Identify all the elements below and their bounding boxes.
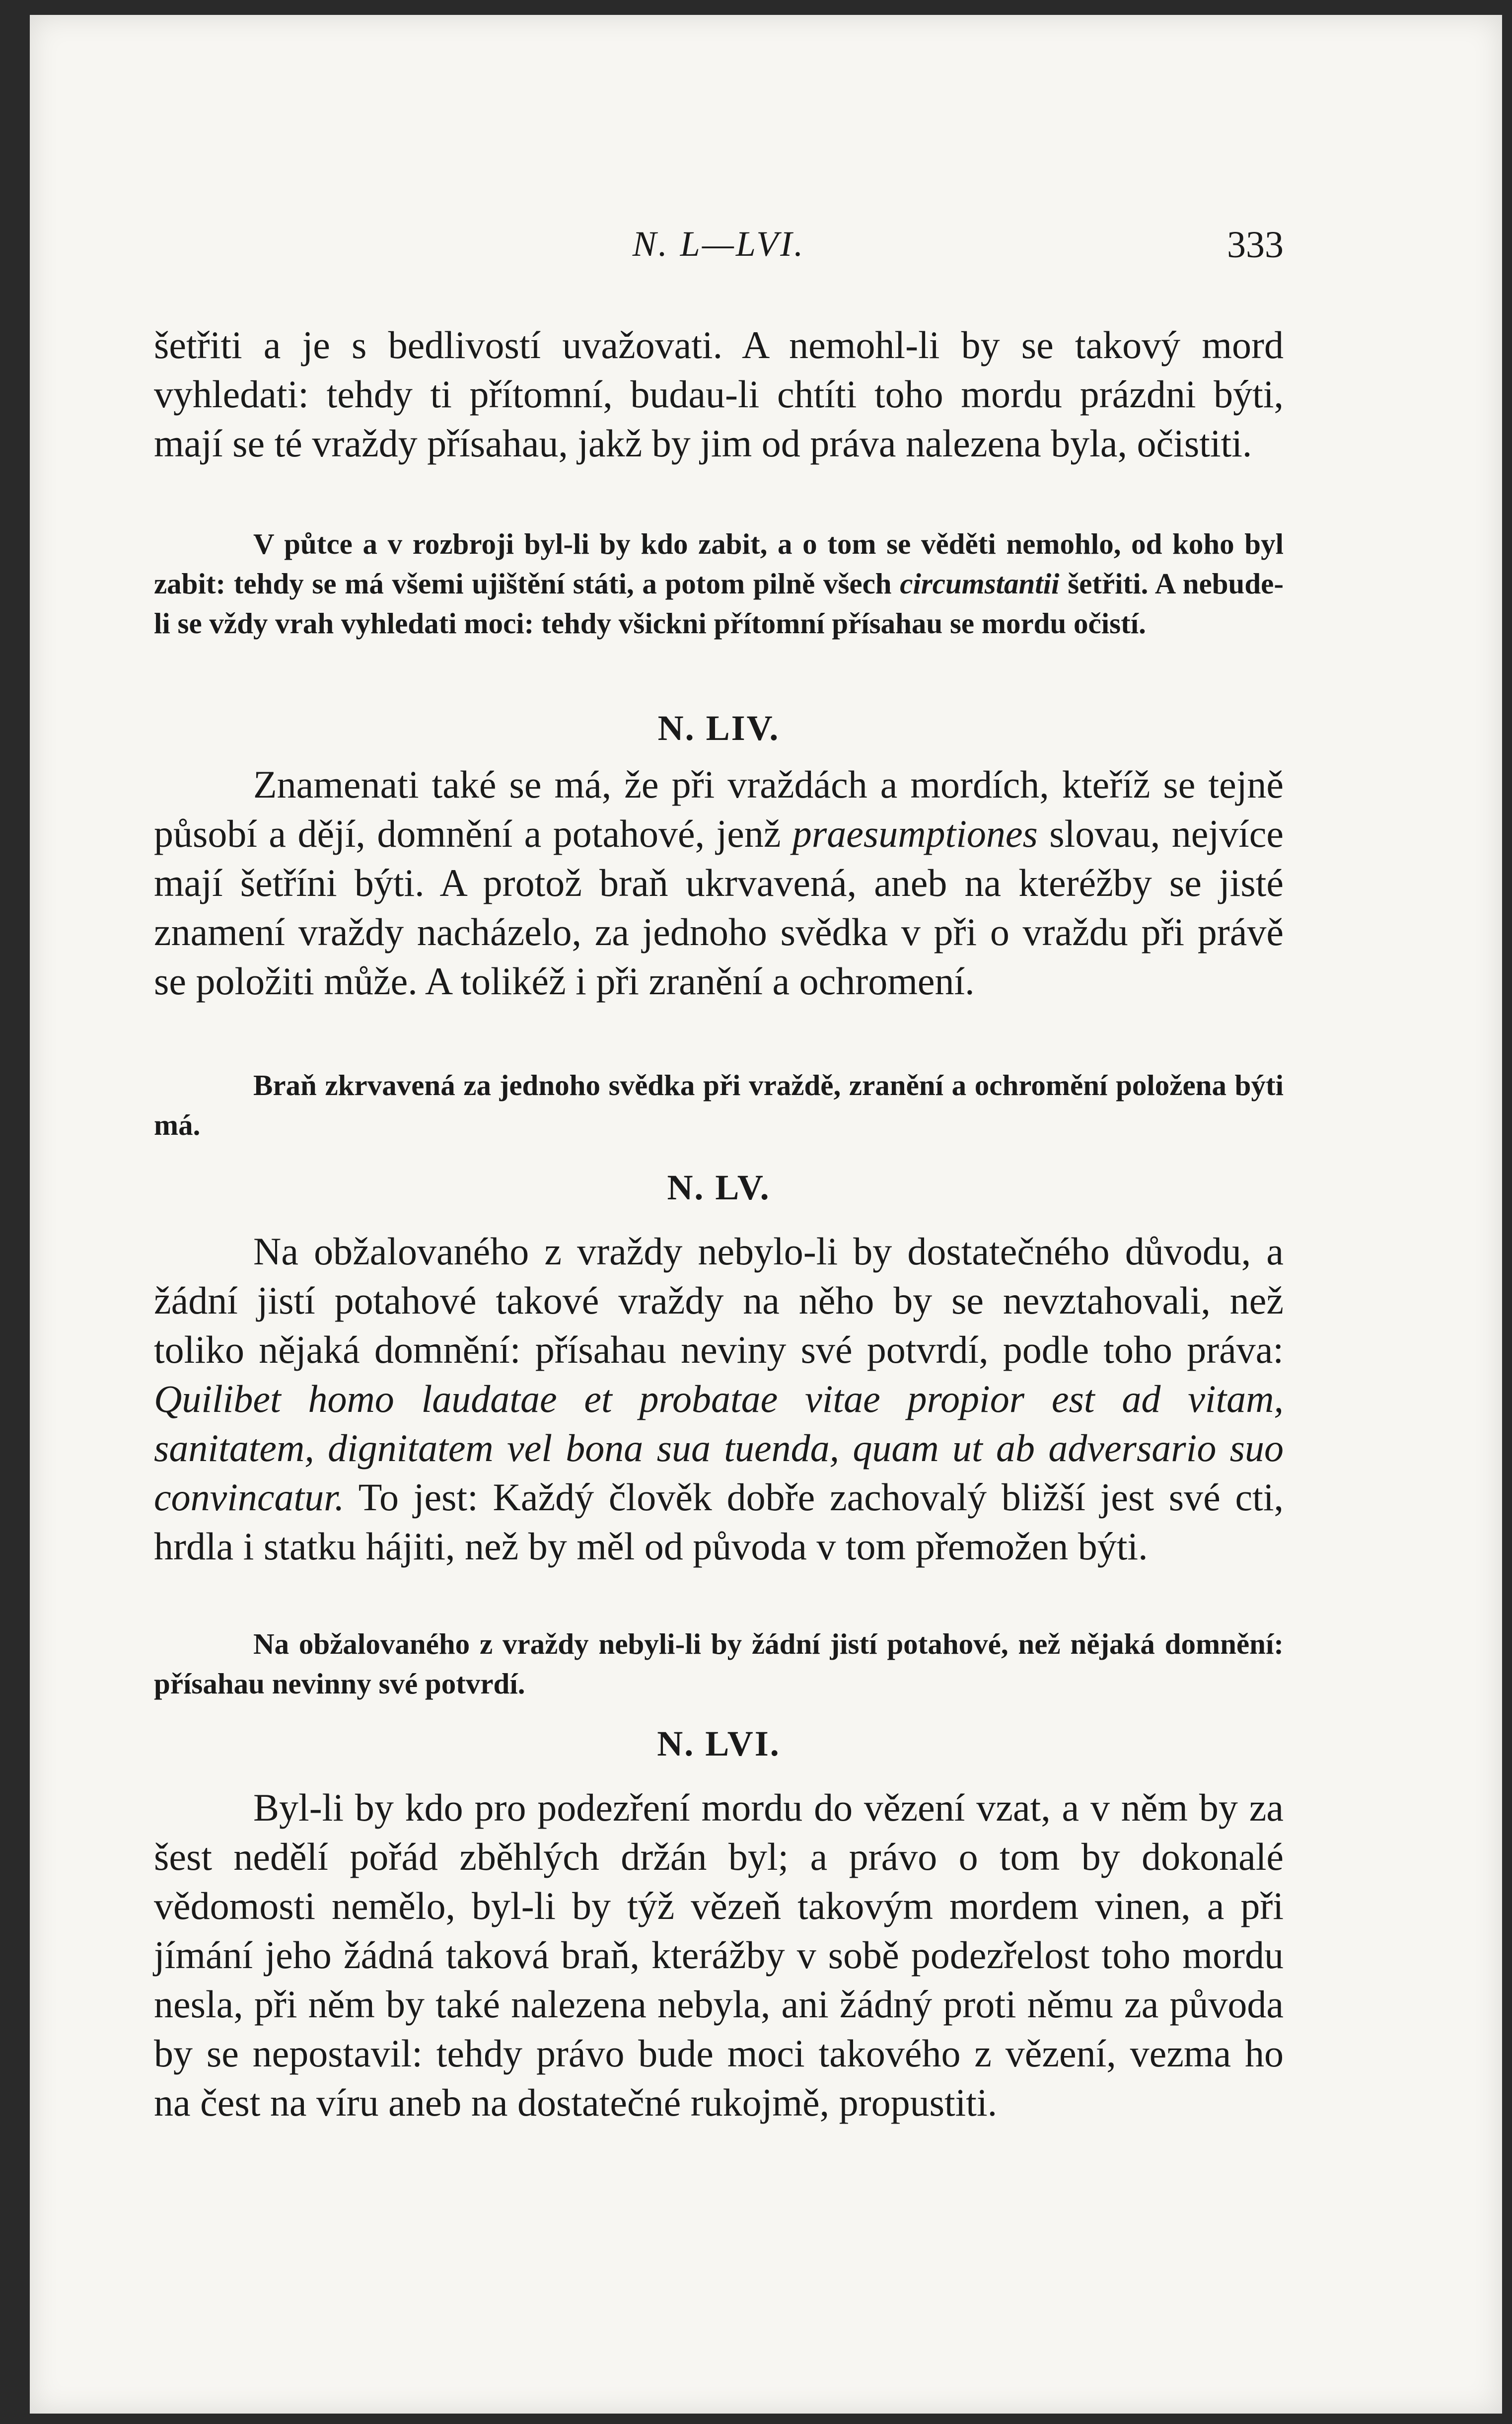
lv-paragraph: [154, 1227, 1284, 1571]
lv-para-a: Na obžalovaného z vraždy nebylo-li by dostatečného důvodu, a žádní jistí potahové takové vraždy na něho by se nevztahovali, než toliko nějaká domnění: přísahau neviny své potvrdí, podle toho práva:: [154, 1230, 1284, 1371]
intro-summary-b: šetřiti. A nebude-li se vždy vrah vyhledati moci: tehdy všickni přítomní přísahau se mordu očistí.: [154, 567, 1284, 640]
text-block-lvi: [154, 1783, 1284, 2127]
section-heading-lv: N. LV.: [667, 1168, 771, 1207]
liv-summary: Braň zkrvavená za jednoho svědka při vraždě, zranění a ochromění položena býti má.: [154, 1069, 1284, 1141]
lv-para-italic: Quilibet homo laudatae et probatae vitae propior est ad vitam, sanitatem, dignitatem vel bona sua tuenda, quam ut ab adversario suo convincatur.: [154, 1377, 1284, 1519]
text-block-lv-summary: [154, 1624, 1284, 1703]
liv-para-a: Znamenati také se má, že při vraždách a mordích, kteříž se tejně působí a dějí, domnění a potahové, jenž: [154, 763, 1284, 855]
book-page: [30, 15, 1502, 2414]
liv-para-italic: praesumptiones: [792, 812, 1038, 855]
section-heading-lvi: N. LVI.: [657, 1724, 781, 1763]
text-block-intro-summary: [154, 524, 1284, 643]
page-number: 333: [1227, 224, 1284, 266]
running-head: N. L—LVI.: [632, 224, 805, 264]
text-block-liv: [154, 760, 1284, 1006]
text-block-intro: [154, 320, 1284, 468]
section-heading-liv: N. LIV.: [657, 708, 780, 748]
text-block-lv: [154, 1227, 1284, 1571]
intro-paragraph: šetřiti a je s bedlivostí uvažovati. A nemohl-li by se takový mord vyhledati: tehdy ti přítomní, budau-li chtíti toho mordu prázdni býti, mají se té vraždy přísahau, jakž by jim od práva nalezena byla, očistiti.: [154, 323, 1284, 465]
liv-paragraph: [154, 760, 1284, 1006]
text-block-liv-heading: [154, 708, 1284, 749]
lvi-paragraph: Byl-li by kdo pro podezření mordu do vězení vzat, a v něm by za šest nedělí pořád zběhlých držán byl; a právo o tom by dokonalé vědomosti nemělo, byl-li by týž vězeň takovým mordem vinen, a při jímání jeho žádná taková braň, kterážby v sobě podezřelost toho mordu nesla, při něm by také nalezena nebyla, ani žádný proti němu za původa by se nepostavil: tehdy právo bude moci takového z vězení, vezma ho na čest na víru aneb na dostatečné rukojmě, propustiti.: [154, 1786, 1284, 2124]
text-block-lvi-heading: [154, 1723, 1284, 1764]
liv-para-b: slovau, nejvíce mají šetříni býti. A protož braň ukrvavená, aneb na kteréžby se jisté znamení vraždy nacházelo, za jednoho svědka v při o vraždu při právě se položiti může. A tolikéž i při zranění a ochromení.: [154, 812, 1284, 1003]
intro-summary-a: V půtce a v rozbroji byl-li by kdo zabit, a o tom se věděti nemohlo, od koho byl zabit: tehdy se má všemi ujištění státi, a potom pilně všech: [154, 527, 1284, 600]
intro-summary-italic: circumstantii: [900, 567, 1060, 600]
page-header: [154, 223, 1284, 278]
intro-summary: [154, 524, 1284, 643]
text-block-lv-heading: [154, 1167, 1284, 1208]
text-block-liv-summary: [154, 1065, 1284, 1145]
lv-summary: Na obžalovaného z vraždy nebyli-li by žádní jistí potahové, než nějaká domnění: přísahau nevinny své potvrdí.: [154, 1627, 1284, 1700]
lv-para-b: To jest: Každý člověk dobře zachovalý bližší jest své cti, hrdla i statku hájiti, než by měl od původa v tom přemožen býti.: [154, 1475, 1284, 1568]
